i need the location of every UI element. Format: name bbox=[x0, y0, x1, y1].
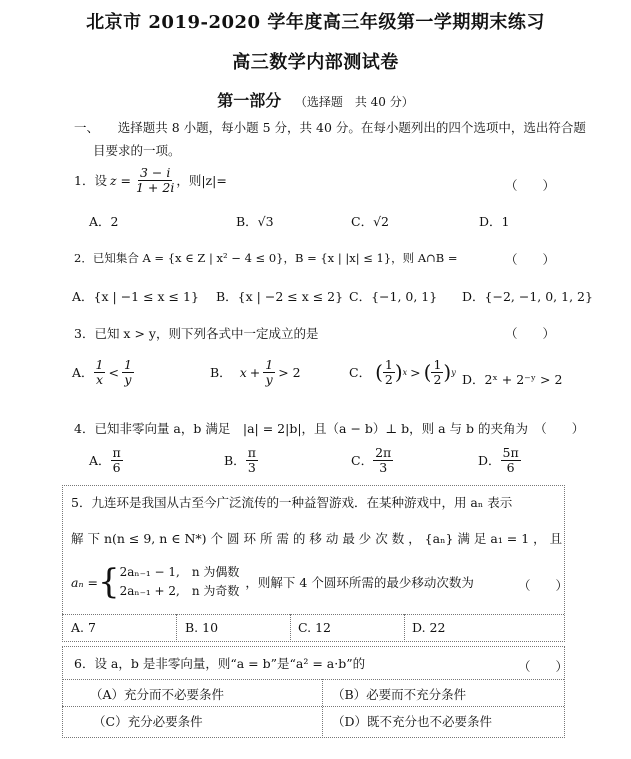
q1-denominator: 1 + 2i bbox=[136, 179, 175, 195]
q5-case-2: 2aₙ₋₁ + 2, n 为奇数 bbox=[119, 584, 240, 598]
q6-option-b: （B）必要而不充分条件 bbox=[332, 687, 467, 702]
q5-line1: 5．九连环是我国从古至今广泛流传的一种益智游戏．在某种游戏中，用 aₙ 表示 bbox=[71, 495, 513, 510]
question-1-stem bbox=[74, 166, 227, 195]
q3-answer-bracket: （ ） bbox=[505, 326, 556, 341]
part-label: 第一部分 bbox=[217, 91, 282, 110]
q5-option-a: A. 7 bbox=[71, 620, 96, 635]
q1-option-b: B．√3 bbox=[236, 214, 274, 229]
section-instruction-line1: 一、 选择题共 8 小题，每小题 5 分，共 40 分。在每小题列出的四个选项中，选出符合题 bbox=[74, 120, 586, 135]
q5-answer-bracket: （ ） bbox=[518, 578, 569, 593]
q3-option-b: B． x + $\frac{1}{y}$ > 2 bbox=[210, 357, 301, 387]
q5-options-divider bbox=[62, 614, 564, 615]
q4-option-c bbox=[351, 446, 393, 475]
q3a-right-fraction: $\frac{1}{y}$ bbox=[123, 357, 132, 387]
q2-option-a: A．{x | −1 ≤ x ≤ 1} bbox=[72, 289, 199, 304]
q6-answer-bracket: （ ） bbox=[518, 659, 569, 674]
question-4-stem: 4．已知非零向量 a，b 满足 |a| = 2|b|，且（a − b）⊥ b，则 a 与 b 的夹角为 （ ） bbox=[74, 421, 585, 436]
q2-answer-bracket: （ ） bbox=[505, 252, 556, 267]
q1-answer-bracket: （ ） bbox=[505, 178, 556, 193]
q5-col-divider-3 bbox=[404, 614, 405, 640]
q5-option-d: D. 22 bbox=[412, 620, 446, 635]
q4b-fraction: $\frac{\pi}{3}$ bbox=[247, 445, 256, 475]
q3c-right-fraction: $\frac{1}{2}$ bbox=[433, 357, 442, 387]
q4-option-d-label: D． bbox=[478, 453, 501, 469]
q5-col-divider-1 bbox=[176, 614, 177, 640]
q6-divider-2 bbox=[62, 706, 564, 707]
q5-tail: ，则解下 4 个圆环所需的最少移动次数为 bbox=[245, 575, 474, 590]
q3-option-d: D．2ˣ + 2⁻ʸ > 2 bbox=[462, 372, 563, 387]
q5-an: aₙ = bbox=[71, 574, 98, 590]
q2-option-b: B．{x | −2 ≤ x ≤ 2} bbox=[216, 289, 344, 304]
q1-suffix: ，则|z|= bbox=[176, 173, 227, 189]
q5-case-1: 2aₙ₋₁ − 1, n 为偶数 bbox=[119, 565, 240, 579]
q5-cases bbox=[120, 563, 240, 601]
q1-fraction bbox=[134, 166, 176, 195]
q6-option-a: （A）充分而不必要条件 bbox=[90, 687, 225, 702]
q5-line2: 解 下 n(n ≤ 9, n ∈ N*) 个 圆 环 所 需 的 移 动 最 少 次 数 ， {aₙ} 满 足 a₁ = 1 ， 且 bbox=[71, 531, 563, 546]
q3-option-a: A． $\frac{1}{x}$ < $\frac{1}{y}$ bbox=[72, 357, 132, 387]
q1-prefix: 1．设 bbox=[74, 173, 107, 189]
q4c-fraction: $\frac{2\pi}{3}$ bbox=[375, 445, 392, 475]
q5-brace: { bbox=[97, 562, 120, 602]
q5-option-c: C. 12 bbox=[298, 620, 331, 635]
q2-option-d: D．{−2, −1, 0, 1, 2} bbox=[462, 289, 593, 304]
q3-option-a-label: A． bbox=[72, 365, 94, 381]
q4-option-c-label: C． bbox=[351, 453, 374, 469]
part-heading bbox=[0, 88, 631, 111]
part-note: （选择题 共 40 分） bbox=[294, 95, 414, 109]
q1-z: z = bbox=[109, 172, 131, 188]
q5-recurrence bbox=[71, 563, 474, 601]
q3a-left-fraction: $\frac{1}{x}$ bbox=[95, 357, 104, 387]
q3-option-c: C． ( $\frac{1}{2}$ ) x > ( $\frac{1}{2}$ ) y bbox=[349, 357, 456, 387]
q6-divider-1 bbox=[62, 679, 564, 680]
q6-option-d: （D）既不充分也不必要条件 bbox=[332, 714, 493, 729]
q3-option-c-label: C． bbox=[349, 365, 372, 381]
q3b-fraction: $\frac{1}{y}$ bbox=[265, 357, 274, 387]
q3c-left-fraction: $\frac{1}{2}$ bbox=[384, 357, 393, 387]
q4-option-a bbox=[89, 446, 123, 475]
q4d-fraction: $\frac{5\pi}{6}$ bbox=[502, 445, 519, 475]
q4-option-b bbox=[224, 446, 258, 475]
section-instruction-line2: 目要求的一项。 bbox=[93, 143, 181, 158]
q4-option-d bbox=[478, 446, 521, 475]
q4-option-b-label: B． bbox=[224, 453, 246, 469]
q6-option-c: （C）充分必要条件 bbox=[93, 714, 203, 729]
q6-col-divider bbox=[322, 679, 323, 736]
q4-option-a-label: A． bbox=[89, 453, 111, 469]
q1-option-d: D．1 bbox=[479, 214, 510, 229]
q5-option-b: B. 10 bbox=[185, 620, 219, 635]
exam-subtitle: 高三数学内部测试卷 bbox=[232, 52, 399, 73]
q4a-fraction: $\frac{\pi}{6}$ bbox=[112, 445, 121, 475]
question-6-stem: 6．设 a，b 是非零向量，则“a = b”是“a² = a·b”的 bbox=[74, 656, 366, 671]
q1-numerator: 3 − i bbox=[139, 165, 171, 180]
q2-option-c: C．{−1, 0, 1} bbox=[349, 289, 438, 304]
question-2-stem: 2．已知集合 A = {x ∈ Z | x² − 4 ≤ 0}，B = {x | |x| ≤ 1}，则 A∩B = bbox=[74, 251, 458, 265]
question-3-stem: 3．已知 x > y，则下列各式中一定成立的是 bbox=[74, 326, 319, 341]
q5-col-divider-2 bbox=[290, 614, 291, 640]
q3-option-b-label: B． bbox=[210, 365, 232, 381]
q1-option-c: C．√2 bbox=[351, 214, 389, 229]
q1-option-a: A．2 bbox=[89, 214, 119, 229]
exam-title: 北京市 2019-2020 学年度高三年级第一学期期末练习 bbox=[86, 12, 545, 33]
